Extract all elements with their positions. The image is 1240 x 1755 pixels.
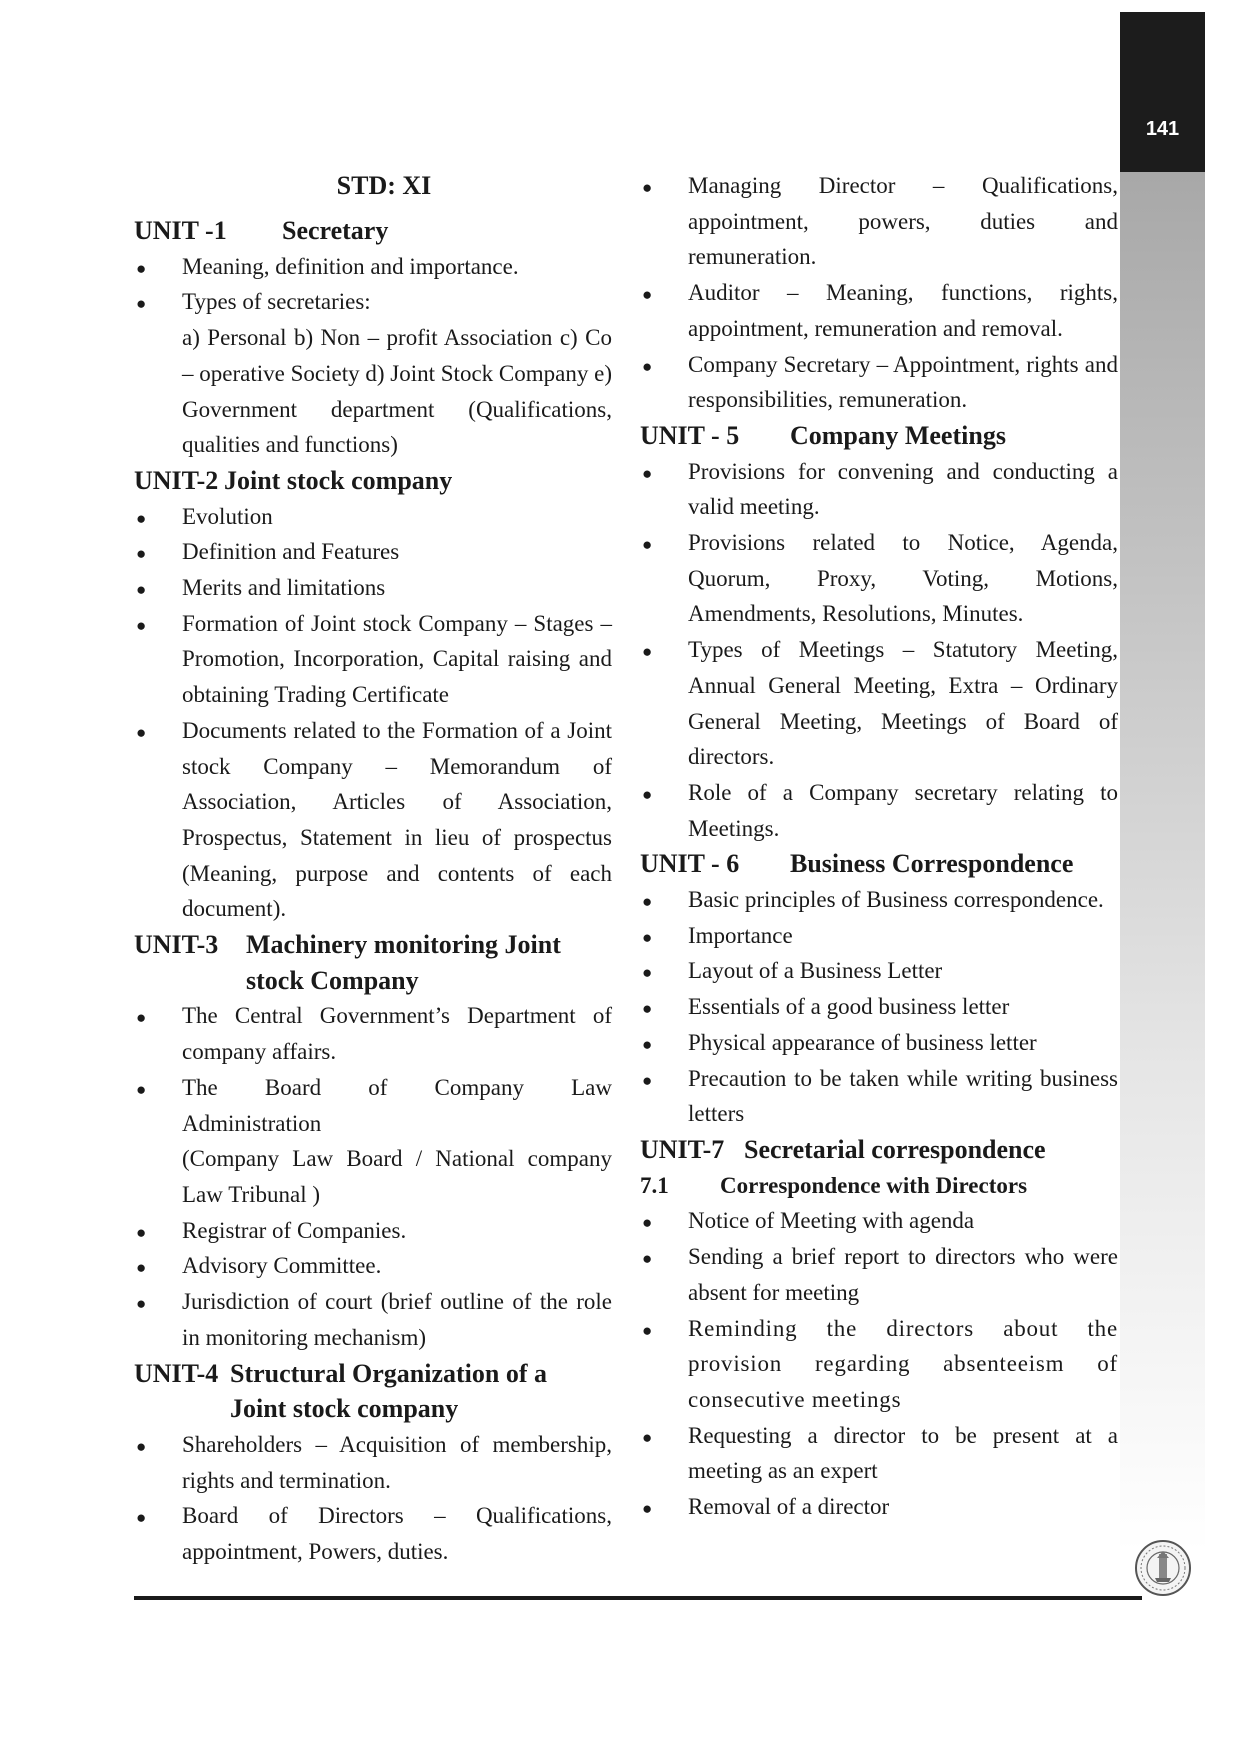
unit-1-heading xyxy=(134,213,612,249)
bullet-icon: ● xyxy=(642,999,653,1019)
list-item: ● Advisory Committee. xyxy=(134,1248,612,1284)
page-number: 141 xyxy=(1145,118,1180,140)
list-item: ● Documents related to the Formation of a Joint stock Company – Memorandum of Association, Articles of Association, Prospectus, Statement in lieu of prospectus (Meaning, purpose and contents of each document). xyxy=(134,713,612,927)
list-item: ● Removal of a director xyxy=(640,1489,1118,1525)
list-item: ● Auditor – Meaning, functions, rights, appointment, remuneration and removal. xyxy=(640,275,1118,346)
list-item: ● Types of secretaries: xyxy=(134,284,612,320)
bullet-icon: ● xyxy=(642,535,653,555)
subunit-7-1-title: Correspondence with Directors xyxy=(720,1172,1028,1198)
unit-5-title: Company Meetings xyxy=(790,420,1006,450)
unit-4-number: UNIT-4 xyxy=(134,1358,219,1388)
unit-1-number: UNIT -1 xyxy=(134,216,227,245)
list-item: ● Company Secretary – Appointment, rights and responsibilities, remuneration. xyxy=(640,347,1118,418)
bullet-icon: ● xyxy=(136,615,147,635)
list-item: ● Precaution to be taken while writing business letters xyxy=(640,1061,1118,1132)
unit-2-number: UNIT-2 xyxy=(134,465,219,495)
unit-6-title: Business Correspondence xyxy=(790,849,1074,879)
unit-2-title: Joint stock company xyxy=(224,465,453,495)
company-law-board-text: (Company Law Board / National company Law Tribunal ) xyxy=(182,1146,612,1207)
bullet-icon: ● xyxy=(642,1427,653,1447)
bullet-icon: ● xyxy=(136,580,147,600)
unit-4-heading xyxy=(134,1356,612,1427)
bullet-icon: ● xyxy=(136,1222,147,1242)
bullet-icon: ● xyxy=(642,463,653,483)
bullet-icon: ● xyxy=(642,356,653,376)
bullet-icon: ● xyxy=(136,294,147,314)
list-item: ● Merits and limitations xyxy=(134,570,612,606)
unit-6-number: UNIT - 6 xyxy=(640,849,740,879)
bullet-icon: ● xyxy=(136,1258,147,1278)
list-item: ● Evolution xyxy=(134,499,612,535)
subunit-7-1-number: 7.1 xyxy=(640,1172,669,1198)
bullet-icon: ● xyxy=(136,258,147,278)
left-column xyxy=(134,168,612,1570)
bullet-icon: ● xyxy=(642,1070,653,1090)
unit-6-heading xyxy=(640,846,1118,882)
bullet-icon: ● xyxy=(136,1294,147,1314)
list-item: ● Essentials of a good business letter xyxy=(640,989,1118,1025)
bullet-icon: ● xyxy=(136,544,147,564)
unit-4-title: Structural Organization of a Joint stock company xyxy=(230,1358,548,1424)
list-item: ● Registrar of Companies. xyxy=(134,1213,612,1249)
list-item: ● Types of Meetings – Statutory Meeting, Annual General Meeting, Extra – Ordinary General Meeting, Meetings of Board of directors. xyxy=(640,632,1118,775)
secretary-types-text: a) Personal b) Non – profit Association c) Co – operative Society d) Joint Stock Company e) Government department (Qualifications, qualities and functions) xyxy=(182,325,612,458)
unit-3-heading xyxy=(134,927,612,998)
list-item: ● The Board of Company Law Administration xyxy=(134,1070,612,1141)
bullet-icon: ● xyxy=(642,1249,653,1269)
list-item: ● Jurisdiction of court (brief outline of the role in monitoring mechanism) xyxy=(134,1284,612,1355)
unit-3-title: Machinery monitoring Joint stock Company xyxy=(246,930,561,995)
list-item: ● Managing Director – Qualifications, appointment, powers, duties and remuneration. xyxy=(640,168,1118,275)
unit-5-number: UNIT - 5 xyxy=(640,420,740,450)
list-item: ● Meaning, definition and importance. xyxy=(134,249,612,285)
bullet-icon: ● xyxy=(642,784,653,804)
list-item: ● Definition and Features xyxy=(134,534,612,570)
bullet-icon: ● xyxy=(642,1034,653,1054)
bullet-icon: ● xyxy=(642,927,653,947)
unit-2-heading xyxy=(134,463,612,499)
bottom-rule xyxy=(134,1596,1142,1600)
list-item: ● The Central Government’s Department of company affairs. xyxy=(134,998,612,1069)
bullet-icon: ● xyxy=(642,178,653,197)
government-seal-emblem-icon xyxy=(1133,1538,1193,1598)
std-title: STD: XI xyxy=(336,171,432,200)
bullet-icon: ● xyxy=(136,1079,147,1099)
subunit-7-1-heading xyxy=(640,1168,1118,1204)
bullet-icon: ● xyxy=(642,642,653,662)
bullet-icon: ● xyxy=(642,1320,654,1340)
list-item: ● Formation of Joint stock Company – Stages – Promotion, Incorporation, Capital raising and obtaining Trading Certificate xyxy=(134,606,612,713)
list-item: ● Basic principles of Business correspondence. xyxy=(640,882,1118,918)
list-item: ● Shareholders – Acquisition of membership, rights and termination. xyxy=(134,1427,612,1498)
list-item: ● Board of Directors – Qualifications, appointment, Powers, duties. xyxy=(134,1498,612,1569)
bullet-icon: ● xyxy=(642,285,653,305)
list-item: ● Reminding the directors about the provision regarding absenteeism of consecutive meetings xyxy=(640,1311,1118,1418)
list-item: ● Notice of Meeting with agenda xyxy=(640,1203,1118,1239)
unit-7-heading xyxy=(640,1132,1118,1168)
bullet-icon: ● xyxy=(642,1499,653,1519)
bullet-icon: ● xyxy=(136,1436,147,1456)
unit-7-number: UNIT-7 xyxy=(640,1134,725,1164)
bullet-icon: ● xyxy=(136,508,147,528)
list-item: ● Layout of a Business Letter xyxy=(640,953,1118,989)
list-item: ● Role of a Company secretary relating to Meetings. xyxy=(640,775,1118,846)
list-item: ● Physical appearance of business letter xyxy=(640,1025,1118,1061)
bullet-icon: ● xyxy=(642,963,653,983)
page-number-tab xyxy=(1120,12,1205,172)
bullet-icon: ● xyxy=(642,892,653,912)
bullet-icon: ● xyxy=(136,1008,147,1028)
unit-1-title: Secretary xyxy=(282,216,389,245)
list-item: ● Requesting a director to be present at a meeting as an expert xyxy=(640,1418,1118,1489)
list-item: ● Provisions for convening and conducting a valid meeting. xyxy=(640,454,1118,525)
list-item: ● Sending a brief report to directors who were absent for meeting xyxy=(640,1239,1118,1310)
unit-7-title: Secretarial correspondence xyxy=(744,1134,1046,1164)
bullet-icon: ● xyxy=(642,1213,653,1233)
list-item: ● Provisions related to Notice, Agenda, Quorum, Proxy, Voting, Motions, Amendments, Resolutions, Minutes. xyxy=(640,525,1118,632)
bullet-icon: ● xyxy=(136,722,147,742)
side-gradient-bar xyxy=(1120,172,1205,1552)
unit-5-heading xyxy=(640,418,1118,454)
right-column xyxy=(640,168,1118,1525)
list-item: ● Importance xyxy=(640,918,1118,954)
bullet-icon: ● xyxy=(136,1508,147,1528)
unit-3-number: UNIT-3 xyxy=(134,930,219,960)
